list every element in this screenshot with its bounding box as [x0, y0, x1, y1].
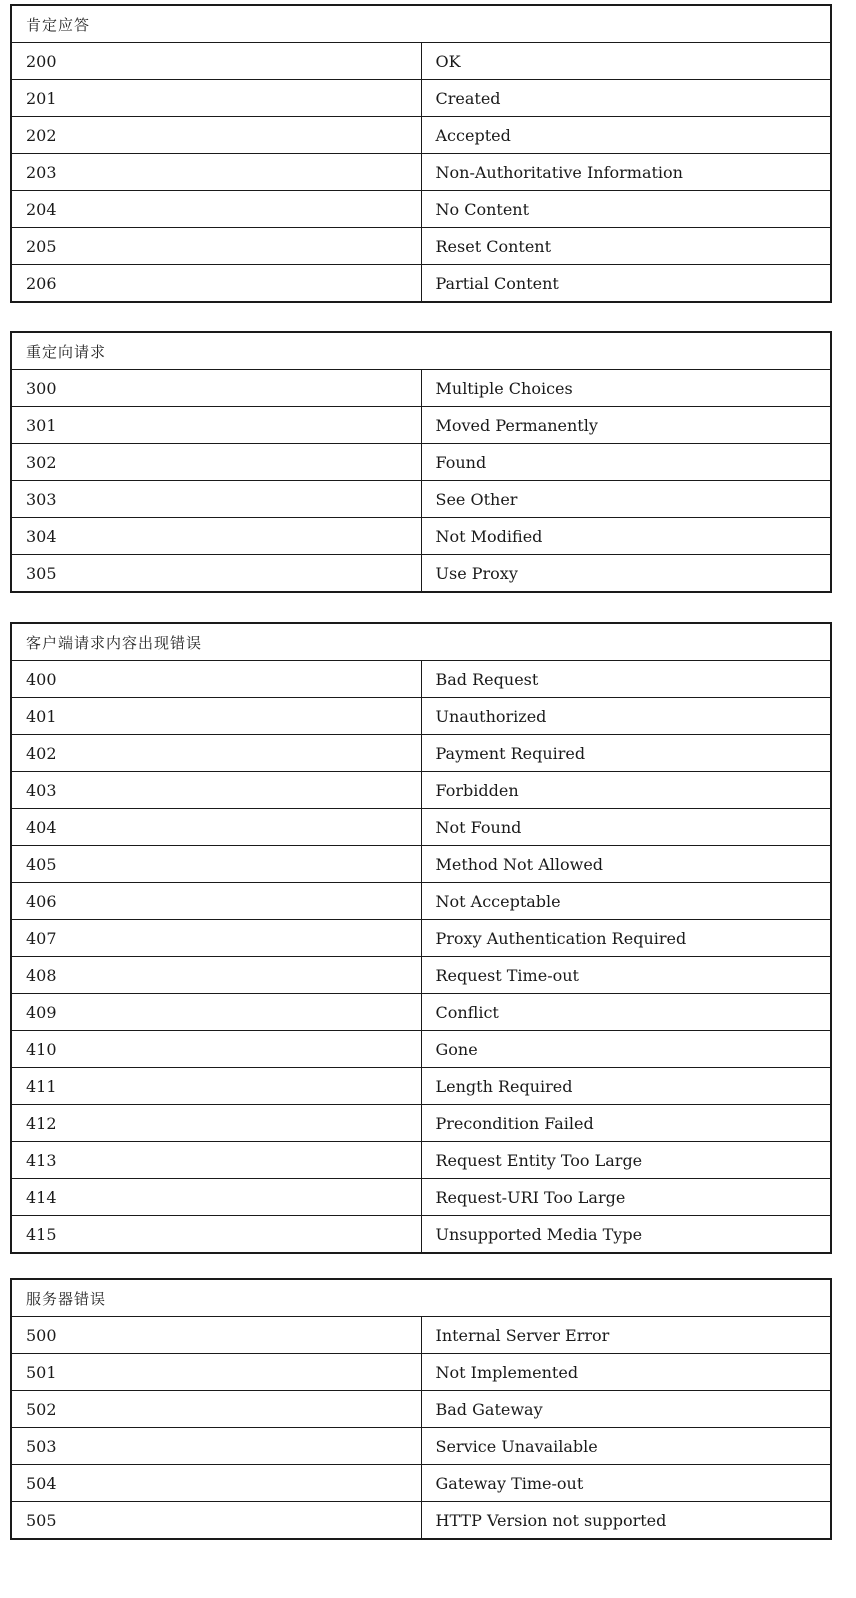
status-text: Length Required	[421, 1068, 831, 1105]
status-text: Method Not Allowed	[421, 846, 831, 883]
table-row	[11, 920, 831, 957]
table-row	[11, 1068, 831, 1105]
status-text: Conflict	[421, 994, 831, 1031]
table-row	[11, 1317, 831, 1354]
status-text: Forbidden	[421, 772, 831, 809]
status-code: 411	[11, 1068, 421, 1105]
table-row	[11, 265, 831, 303]
status-text: Bad Request	[421, 661, 831, 698]
table-title: 服务器错误	[11, 1279, 831, 1317]
client-error-status-table	[10, 622, 832, 1254]
status-code: 402	[11, 735, 421, 772]
table-row	[11, 1354, 831, 1391]
status-code: 407	[11, 920, 421, 957]
status-text: Accepted	[421, 117, 831, 154]
status-code: 206	[11, 265, 421, 303]
table-row	[11, 370, 831, 407]
table-row	[11, 957, 831, 994]
status-text: Not Found	[421, 809, 831, 846]
status-code: 403	[11, 772, 421, 809]
status-text: Unsupported Media Type	[421, 1216, 831, 1254]
status-code: 304	[11, 518, 421, 555]
status-code: 205	[11, 228, 421, 265]
status-code: 502	[11, 1391, 421, 1428]
status-text: Reset Content	[421, 228, 831, 265]
server-error-status-table	[10, 1278, 832, 1540]
status-text: HTTP Version not supported	[421, 1502, 831, 1540]
status-code: 401	[11, 698, 421, 735]
table-title: 重定向请求	[11, 332, 831, 370]
status-text: Not Implemented	[421, 1354, 831, 1391]
status-code: 415	[11, 1216, 421, 1254]
status-code: 505	[11, 1502, 421, 1540]
status-code: 503	[11, 1428, 421, 1465]
table-row	[11, 555, 831, 593]
table-title-row	[11, 1279, 831, 1317]
table-row	[11, 43, 831, 80]
status-text: Proxy Authentication Required	[421, 920, 831, 957]
status-text: Request Time-out	[421, 957, 831, 994]
table-row	[11, 154, 831, 191]
status-text: Bad Gateway	[421, 1391, 831, 1428]
status-text: Partial Content	[421, 265, 831, 303]
table-row	[11, 846, 831, 883]
status-code: 303	[11, 481, 421, 518]
status-text: Created	[421, 80, 831, 117]
status-code: 406	[11, 883, 421, 920]
status-code: 413	[11, 1142, 421, 1179]
status-text: Moved Permanently	[421, 407, 831, 444]
table-row	[11, 1216, 831, 1254]
table-row	[11, 481, 831, 518]
status-code: 302	[11, 444, 421, 481]
status-text: Gone	[421, 1031, 831, 1068]
status-code: 201	[11, 80, 421, 117]
status-code: 410	[11, 1031, 421, 1068]
status-code: 409	[11, 994, 421, 1031]
table-row	[11, 994, 831, 1031]
table-title: 客户端请求内容出现错误	[11, 623, 831, 661]
table-title-row	[11, 5, 831, 43]
status-code: 305	[11, 555, 421, 593]
status-text: Not Acceptable	[421, 883, 831, 920]
success-status-table	[10, 4, 832, 303]
table-row	[11, 1179, 831, 1216]
table-row	[11, 1142, 831, 1179]
status-text: Request-URI Too Large	[421, 1179, 831, 1216]
table-row	[11, 698, 831, 735]
status-code: 203	[11, 154, 421, 191]
status-code: 400	[11, 661, 421, 698]
status-code: 204	[11, 191, 421, 228]
status-code: 412	[11, 1105, 421, 1142]
table-row	[11, 809, 831, 846]
table-row	[11, 1391, 831, 1428]
status-text: No Content	[421, 191, 831, 228]
status-text: Found	[421, 444, 831, 481]
status-text: Gateway Time-out	[421, 1465, 831, 1502]
table-row	[11, 80, 831, 117]
status-text: Unauthorized	[421, 698, 831, 735]
status-text: Non-Authoritative Information	[421, 154, 831, 191]
status-text: See Other	[421, 481, 831, 518]
table-row	[11, 228, 831, 265]
status-code: 504	[11, 1465, 421, 1502]
table-row	[11, 407, 831, 444]
status-text: Precondition Failed	[421, 1105, 831, 1142]
table-row	[11, 444, 831, 481]
status-text: Not Modified	[421, 518, 831, 555]
table-row	[11, 1031, 831, 1068]
status-code: 202	[11, 117, 421, 154]
status-code: 405	[11, 846, 421, 883]
status-text: Multiple Choices	[421, 370, 831, 407]
status-code: 301	[11, 407, 421, 444]
status-code: 500	[11, 1317, 421, 1354]
status-text: Service Unavailable	[421, 1428, 831, 1465]
status-code: 408	[11, 957, 421, 994]
status-code: 501	[11, 1354, 421, 1391]
table-title-row	[11, 623, 831, 661]
table-row	[11, 661, 831, 698]
table-row	[11, 1105, 831, 1142]
table-row	[11, 772, 831, 809]
table-row	[11, 1428, 831, 1465]
status-text: Payment Required	[421, 735, 831, 772]
status-code: 414	[11, 1179, 421, 1216]
table-title-row	[11, 332, 831, 370]
table-title: 肯定应答	[11, 5, 831, 43]
table-row	[11, 735, 831, 772]
table-row	[11, 518, 831, 555]
table-row	[11, 883, 831, 920]
status-code: 200	[11, 43, 421, 80]
redirect-status-table	[10, 331, 832, 593]
status-text: OK	[421, 43, 831, 80]
status-text: Use Proxy	[421, 555, 831, 593]
status-text: Request Entity Too Large	[421, 1142, 831, 1179]
status-code: 404	[11, 809, 421, 846]
table-row	[11, 1502, 831, 1540]
table-row	[11, 1465, 831, 1502]
table-row	[11, 117, 831, 154]
status-text: Internal Server Error	[421, 1317, 831, 1354]
table-row	[11, 191, 831, 228]
status-code: 300	[11, 370, 421, 407]
